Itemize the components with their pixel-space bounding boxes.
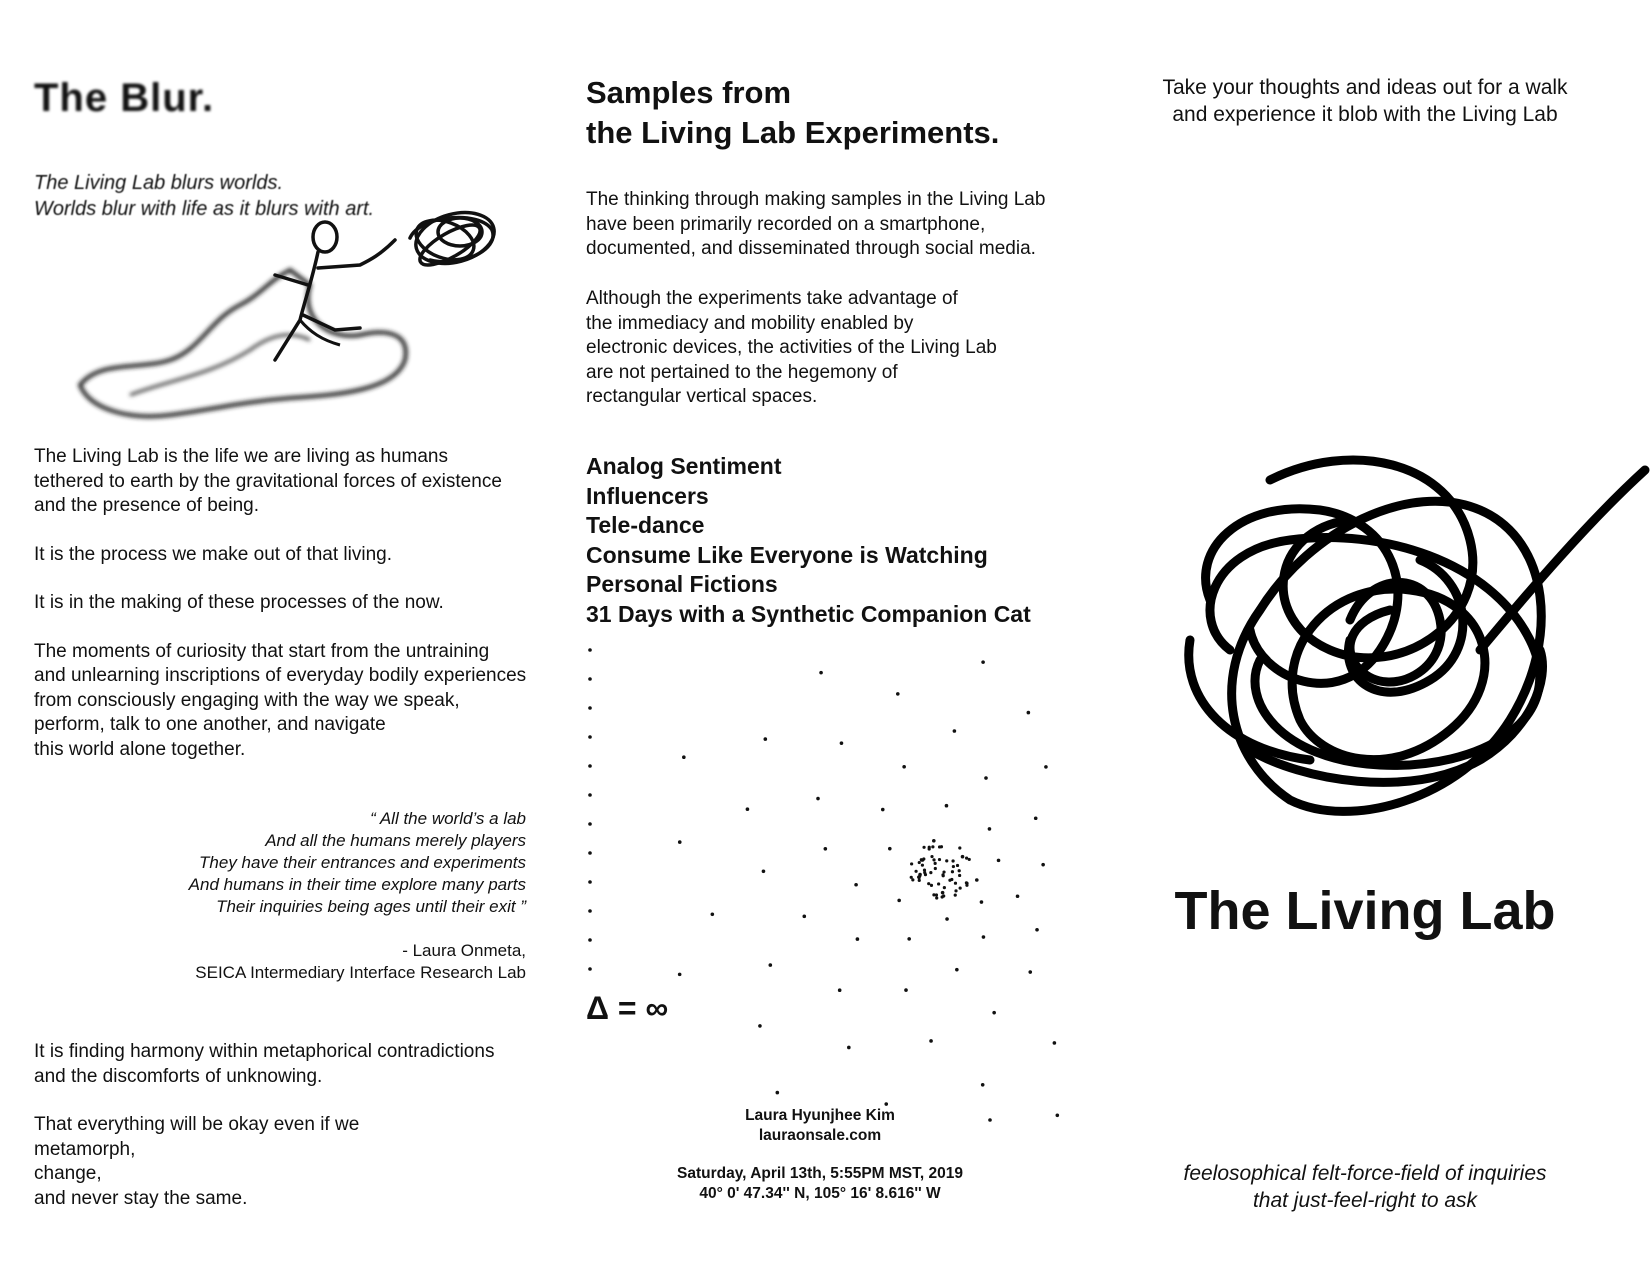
dot-mark xyxy=(1016,894,1020,898)
dot-mark xyxy=(824,847,828,851)
dot-mark xyxy=(588,648,592,652)
delta-infinity-symbol: Δ = ∞ xyxy=(586,990,669,1026)
dot-mark xyxy=(764,737,768,741)
dot-mark xyxy=(838,988,842,992)
dot-mark xyxy=(937,882,940,885)
dot-mark xyxy=(929,1039,933,1043)
samples-paragraph-2: Although the experiments take advantage of the immediacy and mobility enabled by electronic devices, the activities of the Living Lab are not pertained to the hegemony of rectangular vertical spaces. xyxy=(586,288,997,407)
left-bottom-text xyxy=(34,1040,574,1235)
dot-mark xyxy=(1044,765,1048,769)
dot-mark xyxy=(941,891,945,895)
event-date: Saturday, April 13th, 5:55PM MST, 2019 xyxy=(677,1165,963,1182)
dot-mark xyxy=(847,1046,851,1050)
attribution-name: - Laura Onmeta, xyxy=(402,941,526,960)
dot-mark xyxy=(902,765,906,769)
experiment-item: Analog Sentiment xyxy=(586,453,782,479)
dot-mark xyxy=(948,879,951,882)
dot-mark xyxy=(588,822,592,826)
tagline xyxy=(1120,1160,1610,1214)
dot-mark xyxy=(910,876,913,879)
tagline-line: that just-feel-right to ask xyxy=(1252,1189,1478,1212)
dot-mark xyxy=(953,729,957,733)
credits-block xyxy=(610,1106,1030,1204)
body-paragraph: It is in the making of these processes of the now. xyxy=(34,592,444,613)
dot-mark xyxy=(802,915,806,919)
dot-mark xyxy=(588,851,592,855)
dot-mark xyxy=(819,671,823,675)
dot-mark xyxy=(954,893,957,896)
dot-mark xyxy=(956,864,959,867)
dot-mark xyxy=(941,873,944,876)
quote-line: They have their entrances and experiments xyxy=(199,853,526,872)
dot-mark xyxy=(945,804,949,808)
dot-mark xyxy=(942,894,945,897)
dot-mark xyxy=(958,846,961,849)
dot-mark xyxy=(856,937,860,941)
dot-mark xyxy=(965,884,968,887)
body-paragraph: The moments of curiosity that start from the untraining and unlearning inscriptions of everyday bodily experiences from consciously engaging with the way we speak, perform, talk to one another, and navigate this world alone together. xyxy=(34,640,527,760)
dot-mark xyxy=(922,846,925,849)
dot-mark xyxy=(918,874,921,877)
dot-mark xyxy=(958,874,961,877)
blur-subtitle-line: Worlds blur with life as it blurs with art. xyxy=(34,198,375,220)
dot-field-illustration xyxy=(580,630,1080,1150)
dot-mark xyxy=(958,869,961,872)
experiment-item: Influencers xyxy=(586,482,709,509)
author-website: lauraonsale.com xyxy=(758,1127,882,1144)
dot-mark xyxy=(992,1011,996,1015)
dot-mark xyxy=(1053,1041,1057,1045)
dot-mark xyxy=(930,855,933,858)
body-paragraph: The Living Lab is the life we are living as humans tethered to earth by the gravitational forces of existence and the presence of being. xyxy=(34,446,502,516)
dot-mark xyxy=(980,900,984,904)
experiment-item: Personal Fictions xyxy=(586,571,778,597)
dot-mark xyxy=(942,870,945,873)
dot-mark xyxy=(927,882,930,885)
dot-mark xyxy=(907,937,911,941)
blur-title: The Blur. xyxy=(34,76,215,120)
body-paragraph: It is finding harmony within metaphorical contradictions and the discomforts of unknowing. xyxy=(34,1041,495,1087)
dot-mark xyxy=(945,917,949,921)
quote-line: “ All the world’s a lab xyxy=(370,809,526,828)
experiments-list xyxy=(586,452,1031,629)
dot-mark xyxy=(988,827,992,831)
dot-mark xyxy=(888,847,892,851)
dot-mark xyxy=(904,988,908,992)
dot-mark xyxy=(920,858,923,861)
event-coordinates: 40° 0' 47.34'' N, 105° 16' 8.616'' W xyxy=(699,1185,941,1202)
dot-mark xyxy=(854,883,858,887)
dot-mark xyxy=(914,870,917,873)
dot-mark xyxy=(932,858,935,861)
dot-mark xyxy=(678,973,682,977)
dot-mark xyxy=(928,846,931,849)
dot-mark xyxy=(588,967,592,971)
dot-mark xyxy=(588,677,592,681)
dot-mark xyxy=(1034,816,1038,820)
experiment-item: Tele-dance xyxy=(586,512,705,538)
dot-mark xyxy=(1041,863,1045,867)
dot-mark xyxy=(929,871,932,874)
tagline-line: feelosophical felt-force-field of inquiries xyxy=(1183,1162,1547,1185)
dot-mark xyxy=(952,865,955,868)
dot-mark xyxy=(997,859,1001,863)
right-intro-line: and experience it blob with the Living Lab xyxy=(1172,103,1558,126)
dot-mark xyxy=(982,935,986,939)
dot-mark xyxy=(961,855,965,859)
dot-mark xyxy=(1056,1113,1060,1117)
quote-block xyxy=(120,808,526,918)
dot-mark xyxy=(897,899,901,903)
dot-mark xyxy=(931,845,934,848)
dot-mark xyxy=(682,755,686,759)
dot-mark xyxy=(981,660,985,664)
dot-mark xyxy=(921,864,924,867)
left-body-text xyxy=(34,445,574,786)
dot-mark xyxy=(938,858,941,861)
dot-mark xyxy=(840,741,844,745)
dot-mark xyxy=(951,870,954,873)
dot-mark xyxy=(955,968,959,972)
dot-mark xyxy=(678,840,682,844)
samples-heading: Samples from the Living Lab Experiments. xyxy=(586,75,1000,150)
quote-line: Their inquiries being ages until their exit ” xyxy=(216,897,526,916)
dot-mark xyxy=(945,859,948,862)
dot-mark xyxy=(930,884,933,887)
dot-mark xyxy=(934,862,937,865)
dot-mark xyxy=(934,867,937,870)
dot-mark xyxy=(881,808,885,812)
dot-mark xyxy=(588,909,592,913)
dot-mark xyxy=(1035,928,1039,932)
dot-mark xyxy=(935,893,938,896)
dot-mark xyxy=(923,871,926,874)
dot-mark xyxy=(932,839,936,843)
dot-mark xyxy=(935,896,938,899)
dot-mark xyxy=(918,861,921,864)
experiment-item: 31 Days with a Synthetic Companion Cat xyxy=(586,600,1031,627)
body-paragraph: It is the process we make out of that living. xyxy=(34,543,393,565)
right-intro xyxy=(1120,74,1610,128)
quote-line: And all the humans merely players xyxy=(265,831,526,850)
dot-mark xyxy=(769,963,773,967)
dot-mark xyxy=(965,857,968,860)
dot-mark xyxy=(816,797,820,801)
blur-subtitle-line: The Living Lab blurs worlds. xyxy=(34,172,284,194)
dot-mark xyxy=(975,878,979,882)
main-title: The Living Lab xyxy=(1174,881,1556,941)
dot-mark xyxy=(959,887,962,890)
samples-paragraph-1: The thinking through making samples in the Living Lab have been primarily recorded on a smartphone, documented, and disseminated through social media. xyxy=(586,189,1046,259)
author-name: Laura Hyunjhee Kim xyxy=(745,1107,895,1124)
running-figure-illustration xyxy=(60,210,540,430)
dot-mark xyxy=(758,1024,762,1028)
dot-mark xyxy=(951,859,954,862)
dot-mark xyxy=(588,706,592,710)
dot-mark xyxy=(746,807,750,811)
dot-mark xyxy=(896,692,900,696)
body-paragraph: That everything will be okay even if we metamorph, change, and never stay the same. xyxy=(34,1114,360,1209)
dot-mark xyxy=(943,886,946,889)
dot-mark xyxy=(954,889,957,892)
dot-mark xyxy=(762,870,766,874)
dot-mark xyxy=(938,845,941,848)
scribble-blob-illustration xyxy=(1150,420,1650,840)
dot-mark xyxy=(588,764,592,768)
dot-mark xyxy=(776,1091,780,1095)
dot-mark xyxy=(1028,970,1032,974)
dot-mark xyxy=(588,735,592,739)
dot-mark xyxy=(588,793,592,797)
quote-attribution xyxy=(120,940,526,984)
dot-mark xyxy=(981,1083,985,1087)
experiment-item: Consume Like Everyone is Watching xyxy=(586,541,988,568)
attribution-org: SEICA Intermediary Interface Research Lab xyxy=(195,963,526,982)
dot-mark xyxy=(588,938,592,942)
dot-mark xyxy=(954,882,957,885)
dot-mark xyxy=(984,776,988,780)
dot-mark xyxy=(588,880,592,884)
quote-line: And humans in their time explore many parts xyxy=(188,875,526,894)
dot-mark xyxy=(1027,711,1031,715)
dot-mark xyxy=(711,912,715,916)
dot-mark xyxy=(910,862,913,865)
right-intro-line: Take your thoughts and ideas out for a walk xyxy=(1162,76,1568,99)
